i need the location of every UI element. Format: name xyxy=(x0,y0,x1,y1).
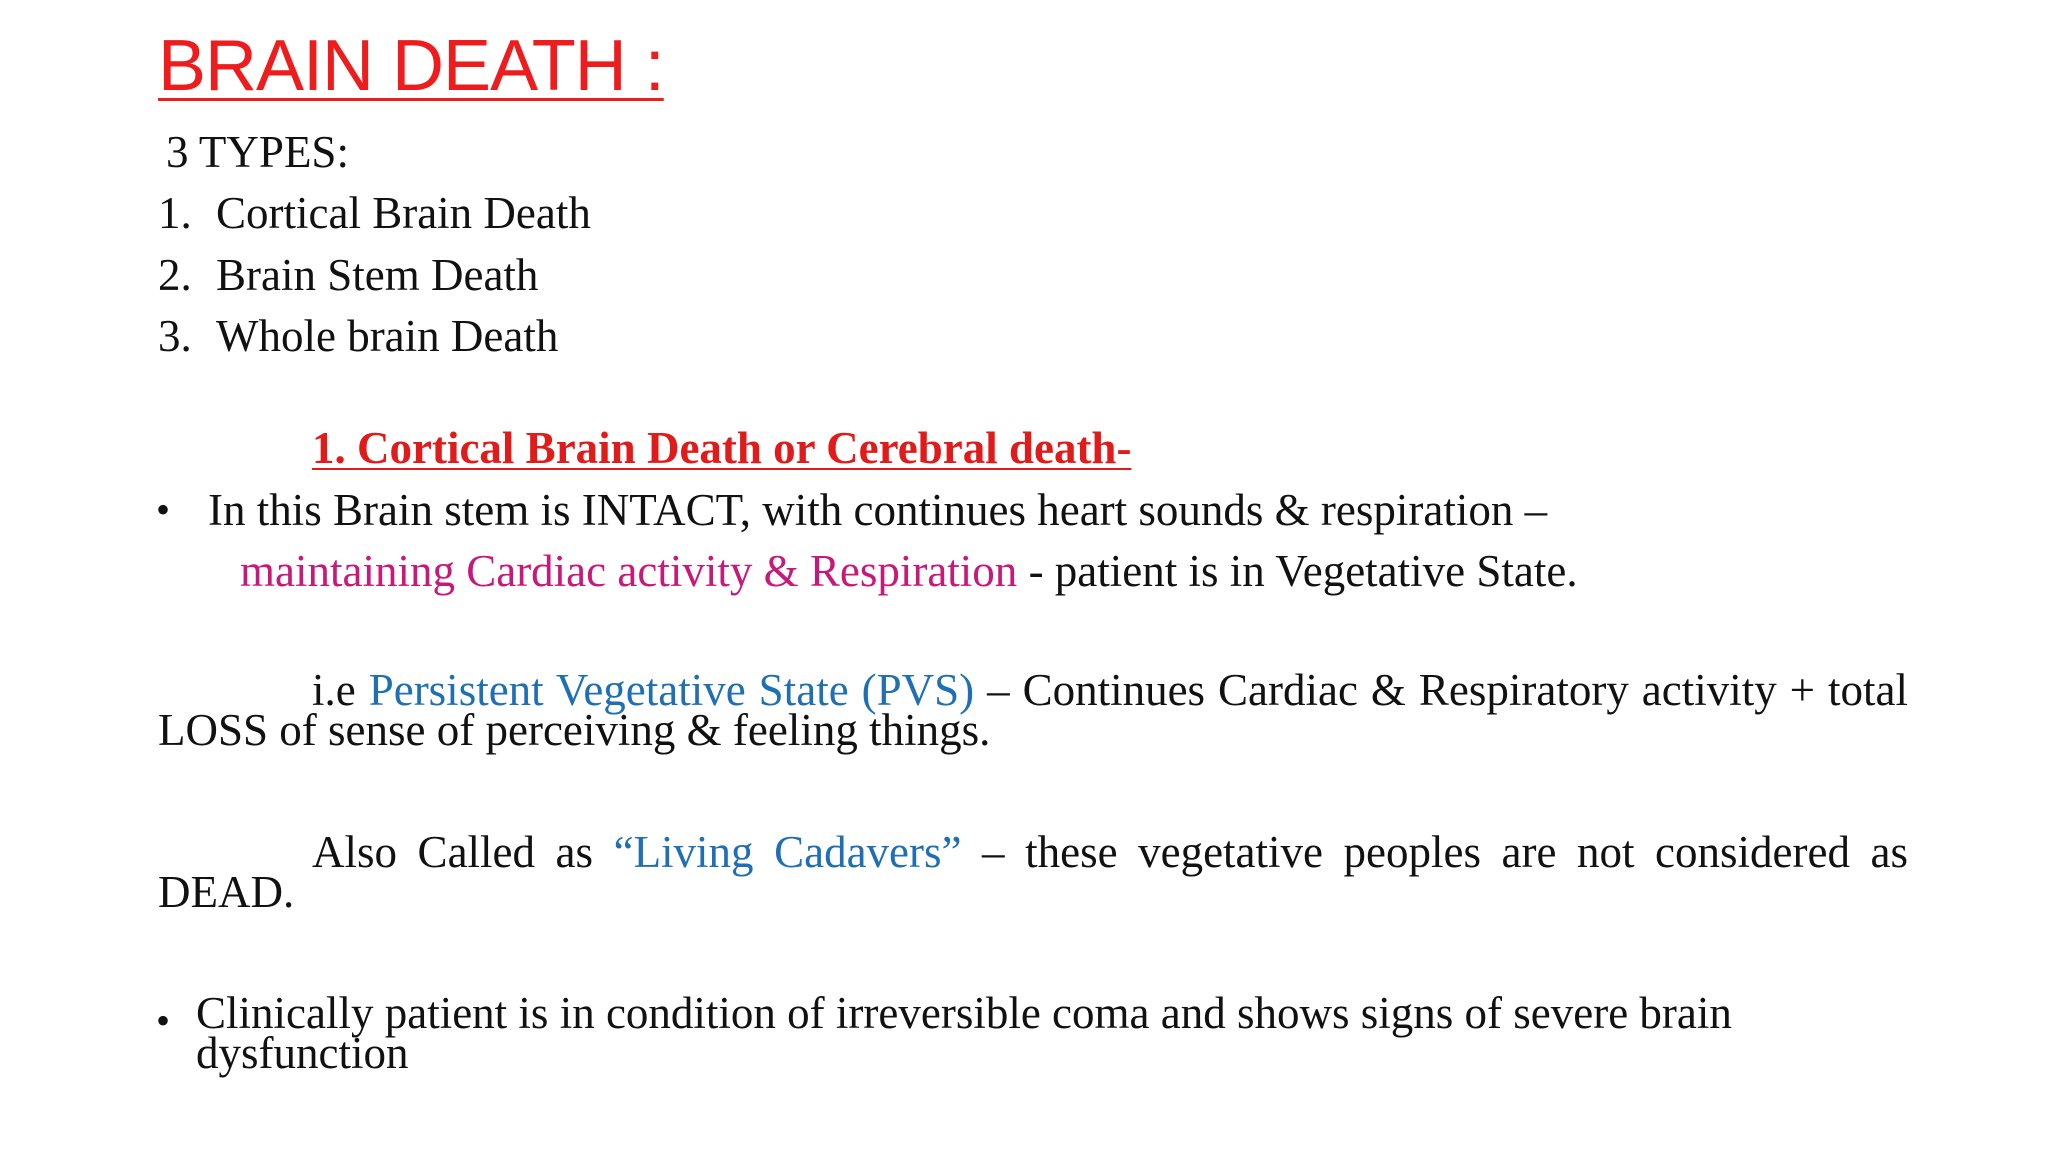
type-number: 3. xyxy=(158,311,192,361)
bullet-1-line-2 xyxy=(240,545,1578,597)
cadaver-paragraph xyxy=(158,827,1908,917)
types-heading: 3 TYPES: xyxy=(166,127,349,177)
type-label: Brain Stem Death xyxy=(216,250,539,300)
type-label: Cortical Brain Death xyxy=(216,188,591,238)
bullet-icon: • xyxy=(156,487,171,532)
cadaver-rest: – these vegetative peoples are not considered as DEAD. xyxy=(158,827,1908,917)
magenta-highlight: maintaining Cardiac activity & Respiration xyxy=(240,546,1018,596)
cadaver-highlight: “Living Cadavers” xyxy=(613,827,962,877)
bullet-2-text: Clinically patient is in condition of irreversible coma and shows signs of severe brain dysfunction xyxy=(196,988,1732,1078)
type-list-item xyxy=(158,249,538,301)
bullet-icon: • xyxy=(156,998,171,1043)
type-number: 1. xyxy=(158,188,192,238)
section-heading: 1. Cortical Brain Death or Cerebral death- xyxy=(312,423,1132,473)
type-list-item xyxy=(158,187,591,239)
type-list-item xyxy=(158,310,558,362)
pvs-paragraph xyxy=(158,665,1908,755)
type-number: 2. xyxy=(158,250,192,300)
pvs-highlight: Persistent Vegetative State (PVS) xyxy=(368,665,975,715)
slide-title: BRAIN DEATH : xyxy=(158,26,664,106)
cadaver-prefix: Also Called as xyxy=(312,827,614,877)
type-label: Whole brain Death xyxy=(216,311,559,361)
bullet-1-line-1: In this Brain stem is INTACT, with continues heart sounds & respiration – xyxy=(208,485,1548,535)
pvs-rest: – Continues Cardiac & Respiratory activity + total LOSS of sense of perceiving & feeling things. xyxy=(158,665,1908,755)
pvs-prefix: i.e xyxy=(312,665,369,715)
bullet-1-rest: - patient is in Vegetative State. xyxy=(1017,546,1578,596)
